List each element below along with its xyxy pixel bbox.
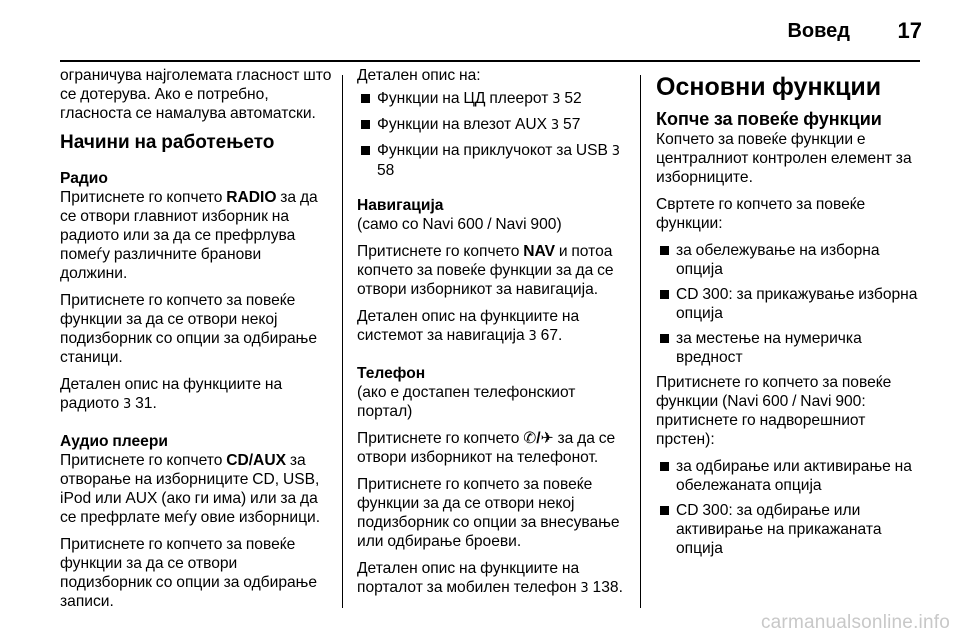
header-rule xyxy=(60,60,920,62)
page-header xyxy=(0,0,960,60)
page-reference-icon: 3 xyxy=(552,92,561,107)
page-reference[interactable]: 31. xyxy=(135,395,157,412)
phone-note: (ако е достапен телефонскиот портал) xyxy=(357,384,576,420)
navigation-paragraph-2: Детален опис на функциите на системот за навигација 3 67. xyxy=(357,308,580,344)
page-reference-icon: 3 xyxy=(580,581,589,596)
list-item: CD 300: за прикажување изборна опција xyxy=(656,285,924,323)
cdaux-button-label: CD/AUX xyxy=(226,452,286,469)
press-knob-list xyxy=(656,457,924,558)
list-item: Функции на ЦД плеерот 3 52 xyxy=(357,89,631,109)
radio-paragraph-1: Притиснете го копчето RADIO за да се отвори главниот изборник на радиото или за да се префрлува помеѓу различните бранови должини. xyxy=(60,189,318,282)
heading-basic-functions: Основни функции xyxy=(656,73,882,101)
phone-paragraph-1: Притиснете го копчето ✆/✈ за да се отвори изборникот на телефонот. xyxy=(357,430,616,466)
knob-paragraph-1: Копчето за повеќе функции е централниот контролен елемент за изборниците. xyxy=(656,131,912,186)
page-reference-icon: 3 xyxy=(611,144,621,159)
heading-phone: Телефон xyxy=(357,365,426,382)
list-item: за местење на нумеричка вредност xyxy=(656,329,924,367)
phone-paragraph-3: Детален опис на функциите на порталот за мобилен телефон 3 138. xyxy=(357,560,623,596)
heading-operation-modes: Начини на работењето xyxy=(60,132,275,153)
heading-multifunction-knob: Копче за повеќе функции xyxy=(656,109,882,129)
page-reference-icon: 3 xyxy=(528,329,537,344)
list-item: за одбирање или активирање на обележаната опција xyxy=(656,457,924,495)
phone-button-icon: ✆/✈ xyxy=(523,430,554,447)
column-1 xyxy=(60,66,332,619)
radio-button-label: RADIO xyxy=(226,189,277,206)
page-reference[interactable]: 58 xyxy=(377,162,395,179)
knob-paragraph-2: Свртете го копчето за повеќе функции: xyxy=(656,196,866,232)
phone-paragraph-2: Притиснете го копчето за повеќе функции за да се отвори некој подизборник со опции за внесување или одбирање броеви. xyxy=(357,476,620,550)
heading-radio: Радио xyxy=(60,170,108,187)
navigation-note: (само со Navi 600 / Navi 900) xyxy=(357,216,562,233)
section-title: Вовед xyxy=(787,20,850,42)
column-3 xyxy=(656,66,924,564)
turn-knob-list xyxy=(656,241,924,367)
column-2 xyxy=(357,66,631,606)
page-reference[interactable]: 57 xyxy=(563,116,581,133)
heading-audio-players: Аудио плеери xyxy=(60,433,168,450)
page-reference[interactable]: 138. xyxy=(592,579,623,596)
list-item: Функции на влезот AUX 3 57 xyxy=(357,115,631,135)
radio-paragraph-3: Детален опис на функциите на радиото 3 31. xyxy=(60,376,283,412)
page-reference[interactable]: 52 xyxy=(564,90,582,107)
list-item: Функции на приклучокот за USB 3 58 xyxy=(357,141,631,180)
list-item: за обележување на изборна опција xyxy=(656,241,924,279)
list-item: CD 300: за одбирање или активирање на прикажаната опција xyxy=(656,501,924,558)
detail-list xyxy=(357,89,631,180)
page-reference-icon: 3 xyxy=(122,397,132,412)
column-divider-2 xyxy=(640,75,641,608)
page-reference[interactable]: 67. xyxy=(540,327,563,344)
audio-paragraph-1: Притиснете го копчето CD/AUX за отворање на изборниците CD, USB, iPod или AUX (ако ги има) или за да се префрлате меѓу овие изборници. xyxy=(60,452,321,526)
page-reference-icon: 3 xyxy=(550,118,560,133)
audio-paragraph-2: Притиснете го копчето за повеќе функции за да се отвори подизборник со опции за одбирање записи. xyxy=(60,536,318,610)
detail-intro: Детален опис на: xyxy=(357,67,481,84)
nav-button-label: NAV xyxy=(523,243,555,260)
heading-navigation: Навигација xyxy=(357,197,444,214)
page-number: 17 xyxy=(897,18,922,43)
column-divider-1 xyxy=(342,75,343,608)
knob-paragraph-3: Притиснете го копчето за повеќе функции (Navi 600 / Navi 900: притиснете го надворешниот прстен): xyxy=(656,374,892,448)
navigation-paragraph-1: Притиснете го копчето NAV и потоа копчето за повеќе функции за да се отвори изборникот за навигација. xyxy=(357,243,614,298)
intro-paragraph: ограничува најголемата гласност што се дотерува. Ако е потребно, гласноста се намалува автоматски. xyxy=(60,67,332,122)
watermark: carmanualsonline.info xyxy=(760,612,950,633)
radio-paragraph-2: Притиснете го копчето за повеќе функции за да се отвори некој подизборник со опции за одбирање станици. xyxy=(60,292,318,366)
